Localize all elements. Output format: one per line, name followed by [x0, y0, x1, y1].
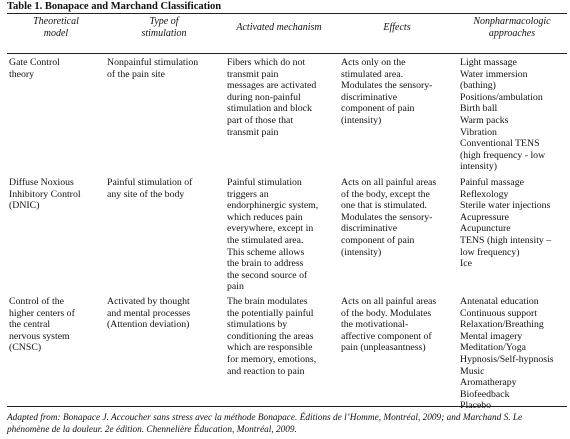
cell-line: Modulates the sensory- [341, 211, 433, 223]
cell-line: the potentially painful [227, 307, 314, 319]
cell-line: nervous system [9, 330, 70, 342]
cell-line: the second source of [227, 269, 308, 281]
cell-line: everywhere, except in [227, 223, 314, 235]
cell-line: the brain to address [227, 258, 304, 270]
cell-line: the stimulated area. [227, 234, 304, 246]
cell-line: Ice [460, 258, 472, 270]
cell-line: TENS (high intensity – [460, 234, 552, 246]
cell-line: of the pain site [107, 68, 165, 80]
header-line: Type of [149, 16, 179, 27]
row-1-stimulation-cell [107, 57, 198, 80]
cell-line: This scheme allows [227, 246, 305, 258]
cell-line: Inhibitory Control [9, 188, 81, 200]
cell-line: Control of the [9, 296, 64, 307]
cell-line: Acts on all painful areas [341, 177, 437, 188]
cell-line: Acts only on the [341, 57, 406, 68]
cell-line: Painful stimulation [227, 177, 302, 188]
cell-line: Music [460, 365, 485, 377]
cell-line: The brain modulates [227, 296, 308, 307]
cell-line: (DNIC) [9, 200, 40, 212]
row-2-effects-cell [341, 177, 436, 258]
cell-line: which reduces pain [227, 211, 303, 223]
cell-line: Mental imagery [460, 330, 523, 342]
cell-line: Meditation/Yoga [460, 342, 526, 354]
cell-line: Acupressure [460, 211, 509, 223]
cell-line: Sterile water injections [460, 200, 551, 212]
cell-line: transmit pain [227, 68, 279, 80]
cell-line: Reflexology [460, 188, 509, 200]
row-1-model-cell [9, 57, 60, 80]
row-3-effects-cell [341, 296, 436, 354]
cell-line: Modulates the sensory- [341, 80, 433, 92]
cell-line: discriminative [341, 223, 398, 235]
source-footnote [7, 413, 567, 436]
header-type-of-stimulation [104, 16, 224, 39]
header-line: Nonpharmacologic [473, 16, 551, 27]
row-2-model-cell [9, 177, 81, 212]
cell-line: Vibration [460, 126, 497, 138]
cell-line: Fibers which do not [227, 57, 306, 68]
cell-line: and mental processes [107, 307, 191, 319]
cell-line: Light massage [460, 57, 517, 68]
cell-line: affective component of [341, 330, 432, 342]
cell-line: of the body. Modulates [341, 307, 432, 319]
table-bottom-rule [7, 406, 567, 407]
cell-line: during non-painful [227, 91, 301, 103]
cell-line: Continuous support [460, 307, 538, 319]
cell-line: the central [9, 319, 51, 331]
header-line: stimulation [141, 27, 187, 39]
cell-line: one that is stimulated. [341, 200, 427, 212]
cell-line: which are responsible [227, 342, 313, 354]
cell-line: (bathing) [460, 80, 496, 92]
cell-line: component of pain [341, 234, 415, 246]
header-activated-mechanism [223, 22, 335, 34]
header-effects [339, 22, 455, 34]
header-line: Effects [383, 22, 411, 33]
cell-line: Nonpainful stimulation [107, 57, 199, 68]
table-title: Table 1. Bonapace and Marchand Classification [7, 1, 222, 12]
cell-line: Placebo [460, 400, 492, 412]
cell-line: Hypnosis/Self-hypnosis [460, 353, 554, 365]
cell-line: conditioning the areas [227, 330, 314, 342]
cell-line: (high frequency - low [460, 149, 546, 161]
cell-line: Relaxation/Breathing [460, 319, 544, 331]
header-theoretical-model [7, 16, 105, 39]
cell-line: Painful massage [460, 177, 524, 188]
cell-line: stimulated area. [341, 68, 404, 80]
cell-line: Activated by thought [107, 296, 190, 307]
cell-line: Antenatal education [460, 296, 539, 307]
cell-line: pain (unpleasantness) [341, 342, 426, 354]
header-line: Theoretical [33, 16, 79, 27]
header-line: model [43, 27, 69, 39]
cell-line: the motivational- [341, 319, 409, 331]
row-3-mechanism-cell [227, 296, 316, 377]
cell-line: (intensity) [341, 114, 382, 126]
cell-line: Painful stimulation of [107, 177, 193, 188]
cell-line: Acts on all painful areas [341, 296, 437, 307]
cell-line: (Attention deviation) [107, 319, 190, 331]
cell-line: Warm packs [460, 114, 509, 126]
header-rule [7, 53, 567, 54]
cell-line: low frequency) [460, 246, 520, 258]
row-1-mechanism-cell [227, 57, 316, 138]
footnote-line: Adapted from: Bonapace J. Accoucher sans stress avec la méthode Bonapace. Éditions de l’Homme, Montréal, 2009; and Marchand S. Le [7, 413, 523, 423]
cell-line: part of those that [227, 114, 294, 126]
cell-line: and reaction to pain [227, 365, 305, 377]
row-3-model-cell [9, 296, 75, 354]
cell-line: stimulation and block [227, 103, 312, 115]
cell-line: component of pain [341, 103, 415, 115]
header-line: Activated mechanism [236, 22, 322, 33]
cell-line: Gate Control [9, 57, 60, 68]
cell-line: (intensity) [341, 246, 382, 258]
cell-line: Conventional TENS [460, 138, 540, 150]
cell-line: Diffuse Noxious [9, 177, 74, 188]
cell-line: stimulations by [227, 319, 288, 331]
cell-line: Water immersion [460, 68, 528, 80]
cell-line: higher centers of [9, 307, 75, 319]
cell-line: Aromatherapy [460, 377, 517, 389]
cell-line: pain [227, 281, 244, 293]
cell-line: for memory, emotions, [227, 353, 317, 365]
row-2-stimulation-cell [107, 177, 192, 200]
cell-line: theory [9, 68, 35, 80]
row-1-approaches-cell [460, 57, 545, 173]
header-nonpharmacologic-approaches [456, 16, 568, 39]
row-2-approaches-cell [460, 177, 551, 270]
row-2-mechanism-cell [227, 177, 318, 293]
cell-line: Birth ball [460, 103, 498, 115]
table-top-rule [7, 13, 567, 14]
cell-line: triggers an [227, 188, 269, 200]
cell-line: Biofeedback [460, 388, 510, 400]
cell-line: intensity) [460, 161, 498, 173]
header-line: approaches [488, 27, 536, 39]
cell-line: any site of the body [107, 188, 185, 200]
cell-line: of the body, except the [341, 188, 430, 200]
cell-line: discriminative [341, 91, 398, 103]
cell-line: transmit pain [227, 126, 279, 138]
row-3-stimulation-cell [107, 296, 190, 331]
row-3-approaches-cell [460, 296, 554, 412]
cell-line: endorphinergic system, [227, 200, 319, 212]
cell-line: Positions/ambulation [460, 91, 543, 103]
footnote-line: phénomène de la douleur. 2e édition. Chennelière Éducation, Montréal, 2009. [7, 424, 297, 435]
cell-line: Acupuncture [460, 223, 511, 235]
cell-line: messages are activated [227, 80, 317, 92]
cell-line: (CNSC) [9, 342, 42, 354]
row-1-effects-cell [341, 57, 432, 127]
